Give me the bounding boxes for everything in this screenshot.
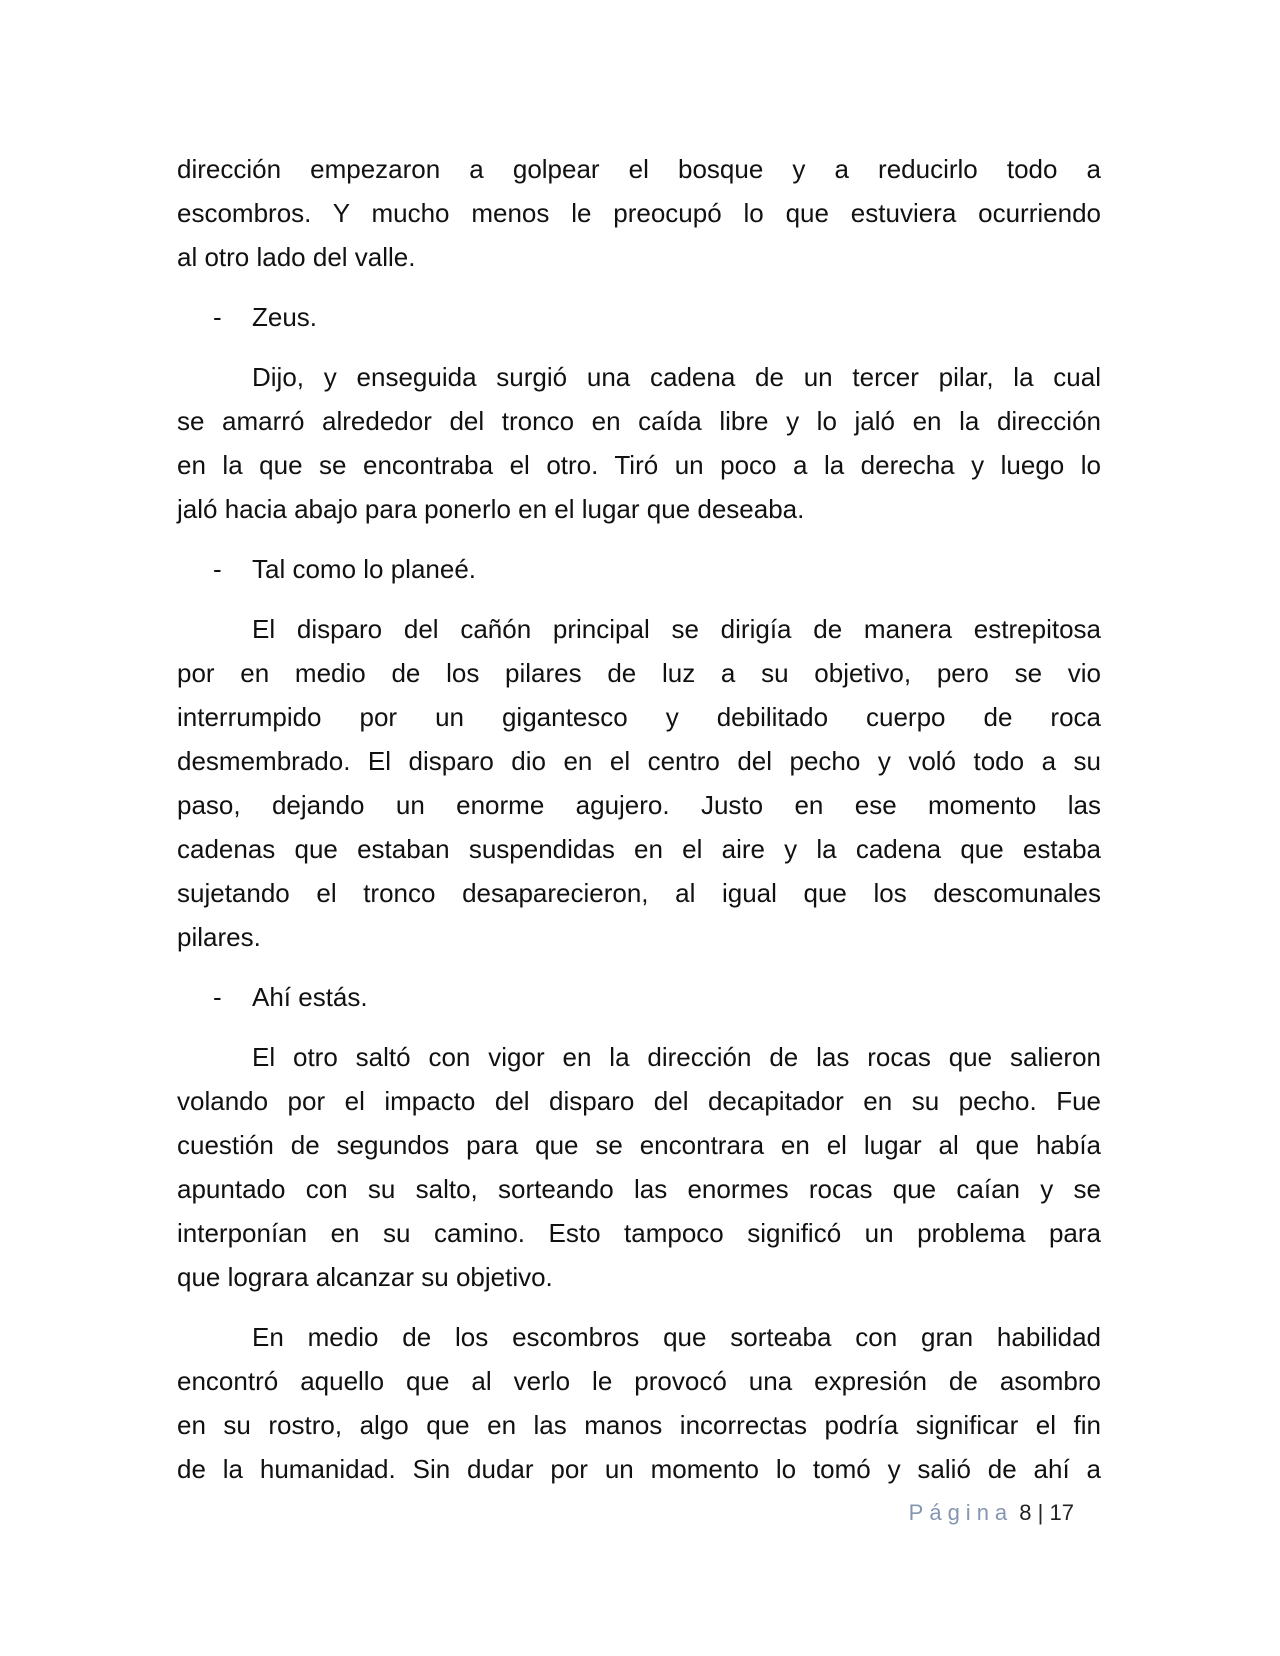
text-line: En medio de los escombros que sorteaba con gran habilidad <box>252 1322 1101 1352</box>
text-line: dirección empezaron a golpear el bosque y a reducirlo todo a <box>177 154 1101 184</box>
text-line: El disparo del cañón principal se dirigía de manera estrepitosa <box>252 614 1101 644</box>
text-line: por en medio de los pilares de luz a su objetivo, pero se vio <box>177 658 1101 688</box>
text-line: apuntado con su salto, sorteando las enormes rocas que caían y se <box>177 1174 1101 1204</box>
page-footer <box>909 1500 1074 1526</box>
text-line: interponían en su camino. Esto tampoco significó un problema para <box>177 1218 1101 1248</box>
text-line: paso, dejando un enorme agujero. Justo en ese momento las <box>177 790 1101 820</box>
text-line: Dijo, y enseguida surgió una cadena de un tercer pilar, la cual <box>252 362 1101 392</box>
text-line: jaló hacia abajo para ponerlo en el lugar que deseaba. <box>177 494 805 524</box>
dialogue-line <box>177 295 1101 339</box>
text-line: escombros. Y mucho menos le preocupó lo que estuviera ocurriendo <box>177 198 1101 228</box>
text-line: que lograra alcanzar su objetivo. <box>177 1262 553 1292</box>
paragraph <box>177 607 1101 959</box>
text-line: en su rostro, algo que en las manos incorrectas podría significar el fin <box>177 1410 1101 1440</box>
text-line: cadenas que estaban suspendidas en el aire y la cadena que estaba <box>177 834 1101 864</box>
dialogue-text: Ahí estás. <box>252 982 368 1012</box>
text-line: cuestión de segundos para que se encontrara en el lugar al que había <box>177 1130 1101 1160</box>
page-label: Página <box>908 1500 1014 1525</box>
text-line: se amarró alrededor del tronco en caída libre y lo jaló en la dirección <box>177 406 1101 436</box>
paragraph <box>177 1315 1101 1491</box>
dialogue-line <box>177 547 1101 591</box>
dialogue-text: Zeus. <box>252 302 318 332</box>
document-body <box>177 147 1101 1507</box>
text-line: al otro lado del valle. <box>177 242 416 272</box>
dialogue-dash: - <box>213 982 222 1012</box>
text-line: interrumpido por un gigantesco y debilitado cuerpo de roca <box>177 702 1101 732</box>
dialogue-text: Tal como lo planeé. <box>252 554 477 584</box>
page-number: 8 <box>1019 1500 1032 1525</box>
text-line: desmembrado. El disparo dio en el centro del pecho y voló todo a su <box>177 746 1101 776</box>
paragraph <box>177 1035 1101 1299</box>
paragraph <box>177 147 1101 279</box>
text-line: encontró aquello que al verlo le provocó una expresión de asombro <box>177 1366 1101 1396</box>
paragraph <box>177 355 1101 531</box>
dialogue-dash: - <box>213 554 222 584</box>
dialogue-dash: - <box>213 302 222 332</box>
text-line: sujetando el tronco desaparecieron, al igual que los descomunales <box>177 878 1101 908</box>
page-total: 17 <box>1049 1500 1074 1525</box>
text-line: El otro saltó con vigor en la dirección de las rocas que salieron <box>252 1042 1101 1072</box>
text-line: de la humanidad. Sin dudar por un momento lo tomó y salió de ahí a <box>177 1454 1101 1484</box>
text-line: volando por el impacto del disparo del decapitador en su pecho. Fue <box>177 1086 1101 1116</box>
dialogue-line <box>177 975 1101 1019</box>
page-separator: | <box>1037 1500 1044 1525</box>
text-line: en la que se encontraba el otro. Tiró un poco a la derecha y luego lo <box>177 450 1101 480</box>
text-line: pilares. <box>177 922 261 952</box>
